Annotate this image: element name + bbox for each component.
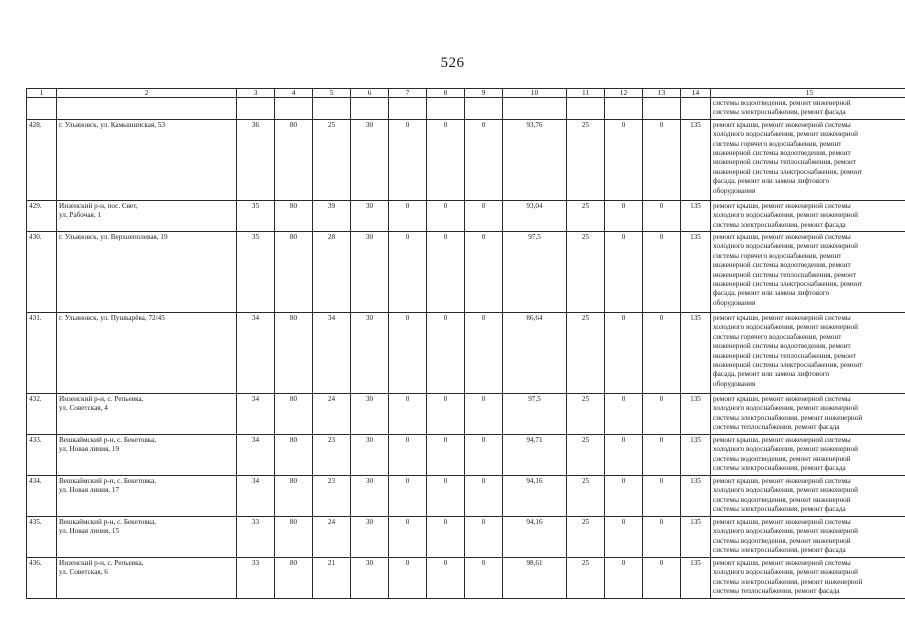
column-header-10: 10 <box>503 89 567 98</box>
work-line: холодного водоснабжения, ремонт инженерной <box>713 527 858 536</box>
value-cell-c9: 0 <box>465 200 503 231</box>
value-cell-c7: 0 <box>389 200 427 231</box>
address-line: Инзенский р-н, с. Репьевка, <box>59 395 144 404</box>
value-cell-c7: 0 <box>389 517 427 558</box>
address-cell <box>57 313 237 394</box>
work-line: инженерной системы теплоснабжения, ремонт <box>713 351 857 360</box>
address-cell <box>57 394 237 435</box>
empty-cell <box>313 98 351 120</box>
value-cell-c3: 33 <box>237 517 275 558</box>
empty-cell <box>27 98 57 120</box>
value-cell-c12: 0 <box>605 232 643 313</box>
value-cell-c10: 97,5 <box>503 394 567 435</box>
value-cell-c7: 0 <box>389 435 427 476</box>
row-index: 434. <box>27 476 57 517</box>
value-cell-c9: 0 <box>465 119 503 200</box>
empty-cell <box>57 98 237 120</box>
value-cell-c14: 135 <box>681 476 711 517</box>
value-cell-c4: 80 <box>275 476 313 517</box>
work-line: инженерной системы водоотведения, ремонт <box>713 149 851 158</box>
value-cell-c7: 0 <box>389 232 427 313</box>
value-cell-c14: 135 <box>681 394 711 435</box>
column-header-14: 14 <box>681 89 711 98</box>
value-cell-c13: 0 <box>643 394 681 435</box>
value-cell-c7: 0 <box>389 476 427 517</box>
value-cell-c12: 0 <box>605 313 643 394</box>
work-line: оборудования <box>713 298 756 307</box>
value-cell-c8: 0 <box>427 558 465 599</box>
value-cell-c7: 0 <box>389 119 427 200</box>
housing-repair-table <box>26 88 905 599</box>
page-number: 526 <box>440 55 465 71</box>
value-cell-c8: 0 <box>427 476 465 517</box>
value-cell-c4: 80 <box>275 558 313 599</box>
work-line: холодного водоснабжения, ремонт инженерной <box>713 486 858 495</box>
value-cell-c4: 80 <box>275 232 313 313</box>
row-index: 436. <box>27 558 57 599</box>
works-cell <box>711 200 905 231</box>
value-cell-c8: 0 <box>427 517 465 558</box>
value-cell-c6: 30 <box>351 435 389 476</box>
value-cell-c13: 0 <box>643 200 681 231</box>
address-line: Инзенский р-н, пос. Свет, <box>59 201 138 210</box>
value-cell-c14: 135 <box>681 313 711 394</box>
value-cell-c5: 24 <box>313 517 351 558</box>
row-index: 428. <box>27 119 57 200</box>
work-line: системы горячего водоснабжения, ремонт <box>713 139 842 148</box>
value-cell-c8: 0 <box>427 200 465 231</box>
work-line: инженерной системы теплоснабжения, ремонт <box>713 270 857 279</box>
value-cell-c4: 80 <box>275 119 313 200</box>
work-line: ремонт крыши, ремонт инженерной системы <box>713 120 851 129</box>
value-cell-c9: 0 <box>465 476 503 517</box>
value-cell-c5: 21 <box>313 558 351 599</box>
work-line: холодного водоснабжения, ремонт инженерной <box>713 130 858 139</box>
address-line: Вешкаймский р-н, с. Бекетовка, <box>59 477 157 486</box>
value-cell-c6: 30 <box>351 517 389 558</box>
work-line: системы теплоснабжения, ремонт фасада <box>713 423 840 432</box>
works-cell <box>711 476 905 517</box>
value-cell-c3: 34 <box>237 476 275 517</box>
value-cell-c10: 93,76 <box>503 119 567 200</box>
value-cell-c9: 0 <box>465 313 503 394</box>
row-index: 435. <box>27 517 57 558</box>
value-cell-c3: 36 <box>237 119 275 200</box>
address-cell <box>57 232 237 313</box>
table-row <box>27 558 905 599</box>
empty-cell <box>351 98 389 120</box>
work-line: оборудования <box>713 379 756 388</box>
work-line: фасада, ремонт или замена лифтового <box>713 370 830 379</box>
value-cell-c13: 0 <box>643 119 681 200</box>
work-line: холодного водоснабжения, ремонт инженерной <box>713 242 858 251</box>
address-line: ул. Советская, 6 <box>59 568 108 577</box>
value-cell-c13: 0 <box>643 435 681 476</box>
value-cell-c6: 30 <box>351 232 389 313</box>
value-cell-c13: 0 <box>643 313 681 394</box>
work-line: инженерной системы теплоснабжения, ремонт <box>713 158 857 167</box>
value-cell-c7: 0 <box>389 394 427 435</box>
value-cell-c11: 25 <box>567 119 605 200</box>
table-row <box>27 394 905 435</box>
value-cell-c8: 0 <box>427 394 465 435</box>
column-header-8: 8 <box>427 89 465 98</box>
row-index: 431. <box>27 313 57 394</box>
address-line: ул. Новая линия, 17 <box>59 486 120 495</box>
address-line: г. Ульяновск, ул. Пушкарёва, 72/45 <box>59 314 165 323</box>
table-row <box>27 517 905 558</box>
value-cell-c12: 0 <box>605 435 643 476</box>
value-cell-c3: 35 <box>237 200 275 231</box>
table-row <box>27 313 905 394</box>
empty-cell <box>681 98 711 120</box>
column-header-15: 15 <box>711 89 905 98</box>
work-line: системы электроснабжения, ремонт фасада <box>713 464 846 473</box>
address-line: ул. Новая линия, 19 <box>59 445 120 454</box>
value-cell-c9: 0 <box>465 394 503 435</box>
value-cell-c11: 25 <box>567 200 605 231</box>
carryover-line: системы электроснабжения, ремонт фасада <box>713 108 846 117</box>
value-cell-c4: 80 <box>275 517 313 558</box>
value-cell-c4: 80 <box>275 200 313 231</box>
value-cell-c11: 25 <box>567 435 605 476</box>
value-cell-c13: 0 <box>643 232 681 313</box>
row-index: 429. <box>27 200 57 231</box>
value-cell-c6: 30 <box>351 558 389 599</box>
work-line: фасада, ремонт или замена лифтового <box>713 177 830 186</box>
value-cell-c7: 0 <box>389 558 427 599</box>
work-line: холодного водоснабжения, ремонт инженерной <box>713 323 858 332</box>
work-line: системы водоотведения, ремонт инженерной <box>713 454 851 463</box>
column-header-4: 4 <box>275 89 313 98</box>
work-line: ремонт крыши, ремонт инженерной системы <box>713 233 851 242</box>
value-cell-c10: 93,04 <box>503 200 567 231</box>
work-line: ремонт крыши, ремонт инженерной системы <box>713 559 851 568</box>
value-cell-c14: 135 <box>681 232 711 313</box>
table-row <box>27 435 905 476</box>
column-header-7: 7 <box>389 89 427 98</box>
works-cell <box>711 119 905 200</box>
value-cell-c11: 25 <box>567 558 605 599</box>
value-cell-c12: 0 <box>605 558 643 599</box>
value-cell-c12: 0 <box>605 394 643 435</box>
value-cell-c8: 0 <box>427 119 465 200</box>
value-cell-c13: 0 <box>643 476 681 517</box>
address-line: г. Ульяновск, ул. Верхнеполевая, 19 <box>59 233 168 242</box>
address-cell <box>57 517 237 558</box>
empty-cell <box>465 98 503 120</box>
work-line: ремонт крыши, ремонт инженерной системы <box>713 518 851 527</box>
column-header-12: 12 <box>605 89 643 98</box>
address-line: ул. Советская, 4 <box>59 404 108 413</box>
column-header-6: 6 <box>351 89 389 98</box>
empty-cell <box>503 98 567 120</box>
empty-cell <box>237 98 275 120</box>
table-row <box>27 119 905 200</box>
value-cell-c10: 98,61 <box>503 558 567 599</box>
column-header-9: 9 <box>465 89 503 98</box>
row-index: 433. <box>27 435 57 476</box>
table-row <box>27 200 905 231</box>
column-header-11: 11 <box>567 89 605 98</box>
value-cell-c12: 0 <box>605 200 643 231</box>
table-row <box>27 476 905 517</box>
value-cell-c5: 23 <box>313 435 351 476</box>
address-line: Вешкаймский р-н, с. Бекетовка, <box>59 518 157 527</box>
work-line: холодного водоснабжения, ремонт инженерной <box>713 445 858 454</box>
column-header-2: 2 <box>57 89 237 98</box>
work-line: инженерной системы электроснабжения, ремонт <box>713 167 863 176</box>
work-line: системы электроснабжения, ремонт фасада <box>713 220 846 229</box>
work-line: инженерной системы водоотведения, ремонт <box>713 261 851 270</box>
address-cell <box>57 558 237 599</box>
work-line: инженерной системы электроснабжения, ремонт <box>713 361 863 370</box>
works-cell <box>711 517 905 558</box>
work-line: ремонт крыши, ремонт инженерной системы <box>713 314 851 323</box>
column-header-5: 5 <box>313 89 351 98</box>
address-line: г. Ульяновск, ул. Камышинская, 53 <box>59 120 166 129</box>
value-cell-c6: 30 <box>351 394 389 435</box>
value-cell-c10: 94,16 <box>503 517 567 558</box>
work-line: ремонт крыши, ремонт инженерной системы <box>713 201 851 210</box>
work-line: инженерной системы электроснабжения, ремонт <box>713 280 863 289</box>
table-body <box>27 89 905 599</box>
value-cell-c14: 135 <box>681 558 711 599</box>
value-cell-c5: 25 <box>313 119 351 200</box>
work-line: холодного водоснабжения, ремонт инженерной <box>713 211 858 220</box>
work-line: системы теплоснабжения, ремонт фасада <box>713 587 840 596</box>
value-cell-c8: 0 <box>427 435 465 476</box>
value-cell-c10: 86,64 <box>503 313 567 394</box>
value-cell-c13: 0 <box>643 517 681 558</box>
column-header-1: 1 <box>27 89 57 98</box>
address-cell <box>57 200 237 231</box>
empty-cell <box>567 98 605 120</box>
work-line: инженерной системы водоотведения, ремонт <box>713 342 851 351</box>
value-cell-c8: 0 <box>427 232 465 313</box>
value-cell-c9: 0 <box>465 558 503 599</box>
address-cell <box>57 435 237 476</box>
address-cell <box>57 476 237 517</box>
empty-cell <box>643 98 681 120</box>
value-cell-c10: 94,71 <box>503 435 567 476</box>
value-cell-c11: 25 <box>567 232 605 313</box>
value-cell-c6: 30 <box>351 119 389 200</box>
work-line: холодного водоснабжения, ремонт инженерной <box>713 404 858 413</box>
address-cell <box>57 119 237 200</box>
value-cell-c12: 0 <box>605 119 643 200</box>
work-line: ремонт крыши, ремонт инженерной системы <box>713 477 851 486</box>
work-line: системы водоотведения, ремонт инженерной <box>713 495 851 504</box>
value-cell-c3: 35 <box>237 232 275 313</box>
address-line: ул. Новая линия, 15 <box>59 527 120 536</box>
value-cell-c9: 0 <box>465 517 503 558</box>
value-cell-c12: 0 <box>605 517 643 558</box>
works-cell <box>711 435 905 476</box>
empty-cell <box>389 98 427 120</box>
value-cell-c6: 30 <box>351 476 389 517</box>
carryover-row <box>27 98 905 120</box>
header-row <box>27 89 905 98</box>
value-cell-c7: 0 <box>389 313 427 394</box>
value-cell-c11: 25 <box>567 517 605 558</box>
value-cell-c5: 23 <box>313 476 351 517</box>
works-cell <box>711 313 905 394</box>
work-line: фасада, ремонт или замена лифтового <box>713 289 830 298</box>
value-cell-c6: 30 <box>351 200 389 231</box>
value-cell-c4: 80 <box>275 394 313 435</box>
value-cell-c4: 80 <box>275 313 313 394</box>
value-cell-c5: 39 <box>313 200 351 231</box>
work-line: системы электроснабжения, ремонт фасада <box>713 546 846 555</box>
carryover-line: системы водоотведения, ремонт инженерной <box>713 99 851 107</box>
value-cell-c14: 135 <box>681 200 711 231</box>
work-line: ремонт крыши, ремонт инженерной системы <box>713 436 851 445</box>
work-line: холодного водоснабжения, ремонт инженерной <box>713 568 858 577</box>
work-line: системы горячего водоснабжения, ремонт <box>713 332 842 341</box>
value-cell-c13: 0 <box>643 558 681 599</box>
works-cell <box>711 558 905 599</box>
work-line: системы электроснабжения, ремонт инженерной <box>713 577 863 586</box>
work-line: системы электроснабжения, ремонт инженерной <box>713 413 863 422</box>
value-cell-c11: 25 <box>567 394 605 435</box>
value-cell-c5: 34 <box>313 313 351 394</box>
empty-cell <box>605 98 643 120</box>
works-cell <box>711 394 905 435</box>
value-cell-c10: 94,16 <box>503 476 567 517</box>
value-cell-c3: 34 <box>237 435 275 476</box>
value-cell-c6: 30 <box>351 313 389 394</box>
value-cell-c3: 33 <box>237 558 275 599</box>
address-line: ул. Рабочая, 1 <box>59 211 102 220</box>
column-header-3: 3 <box>237 89 275 98</box>
work-line: системы электроснабжения, ремонт фасада <box>713 505 846 514</box>
empty-cell <box>275 98 313 120</box>
value-cell-c14: 135 <box>681 435 711 476</box>
empty-cell <box>427 98 465 120</box>
carryover-work-cell <box>711 98 905 120</box>
work-line: оборудования <box>713 186 756 195</box>
row-index: 432. <box>27 394 57 435</box>
row-index: 430. <box>27 232 57 313</box>
value-cell-c5: 24 <box>313 394 351 435</box>
value-cell-c5: 28 <box>313 232 351 313</box>
value-cell-c10: 97,5 <box>503 232 567 313</box>
value-cell-c4: 80 <box>275 435 313 476</box>
value-cell-c11: 25 <box>567 313 605 394</box>
value-cell-c8: 0 <box>427 313 465 394</box>
value-cell-c9: 0 <box>465 435 503 476</box>
value-cell-c3: 34 <box>237 394 275 435</box>
value-cell-c3: 34 <box>237 313 275 394</box>
value-cell-c14: 135 <box>681 517 711 558</box>
address-line: Инзенский р-н, с. Репьевка, <box>59 559 144 568</box>
value-cell-c12: 0 <box>605 476 643 517</box>
table-row <box>27 232 905 313</box>
value-cell-c11: 25 <box>567 476 605 517</box>
address-line: Вешкаймский р-н, с. Бекетовка, <box>59 436 157 445</box>
value-cell-c14: 135 <box>681 119 711 200</box>
work-line: системы водоотведения, ремонт инженерной <box>713 536 851 545</box>
work-line: системы горячего водоснабжения, ремонт <box>713 251 842 260</box>
work-line: ремонт крыши, ремонт инженерной системы <box>713 395 851 404</box>
works-cell <box>711 232 905 313</box>
column-header-13: 13 <box>643 89 681 98</box>
value-cell-c9: 0 <box>465 232 503 313</box>
